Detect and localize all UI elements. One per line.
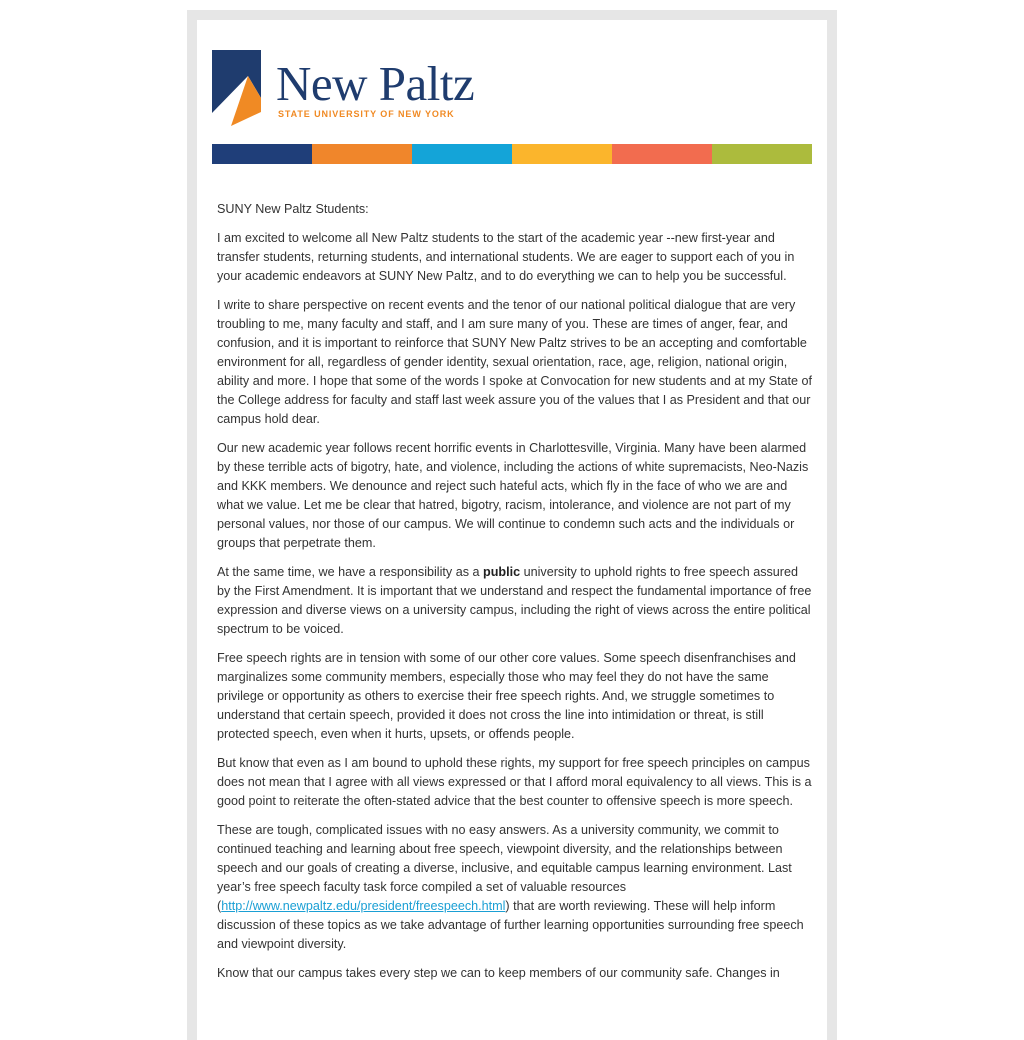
letter-paragraph: Our new academic year follows recent horrific events in Charlottesville, Virginia. Many have been alarmed by these terrible acts of bigotry, hate, and violence, including the actions of white supremacists, Neo-Nazis and KKK members. We denounce and reject such hateful acts, which fly in the face of who we are and what we value. Let me be clear that hatred, bigotry, racism, intolerance, and violence are not part of my personal values, nor those of our campus. We will continue to condemn such acts and the individuals or groups that perpetrate them. [217, 441, 809, 550]
letter-paragraph [217, 821, 813, 954]
paragraph-text: university to uphold rights to free speech assured by the First Amendment. It is important that we understand and respect the fundamental importance of free expression and diverse views on a university campus, including the right of views across the entire political spectrum to be voiced. [217, 565, 812, 636]
logo-wordmark: New Paltz [276, 56, 475, 111]
color-stripe [212, 144, 312, 164]
letter-paragraph [217, 563, 813, 639]
paragraph-text: At the same time, we have a responsibility as a [217, 565, 483, 579]
letter-paragraph: I am excited to welcome all New Paltz students to the start of the academic year --new first-year and transfer students, returning students, and international students. We are eager to support each of you in your academic endeavors at SUNY New Paltz, and to do everything we can to help you be successful. [217, 231, 795, 283]
paragraph-text: These are tough, complicated issues with no easy answers. As a university community, we commit to continued teaching and learning about free speech, viewpoint diversity, and the relationships between speech and our goals of creating a diverse, inclusive, and equitable campus learning environment. Last year’s free speech faculty task force compiled a set of valuable resources ( [217, 823, 792, 913]
color-stripe [512, 144, 612, 164]
color-stripe [412, 144, 512, 164]
color-stripe [612, 144, 712, 164]
bold-emphasis: public [483, 565, 521, 579]
color-stripe-bar [212, 144, 812, 164]
freespeech-resources-link[interactable]: http://www.newpaltz.edu/president/freespeech.html [221, 899, 506, 913]
letter-paragraph: Know that our campus takes every step we can to keep members of our community safe. Changes in [217, 966, 780, 980]
letter-content [217, 200, 813, 993]
letter-greeting: SUNY New Paltz Students: [217, 202, 369, 216]
new-paltz-logo [212, 50, 502, 130]
new-paltz-mark-icon [212, 50, 264, 128]
letter-paragraph: I write to share perspective on recent events and the tenor of our national political dialogue that are very troubling to me, many faculty and staff, and I am sure many of you. These are times of anger, fear, and confusion, and it is important to reinforce that SUNY New Paltz strives to be an accepting and comfortable environment for all, regardless of gender identity, sexual orientation, race, age, religion, national origin, ability and more. I hope that some of the words I spoke at Convocation for new students and at my State of the College address for faculty and staff last week assure you of the values that I as President and that our campus hold dear. [217, 298, 813, 426]
letter-paragraph: But know that even as I am bound to uphold these rights, my support for free speech principles on campus does not mean that I agree with all views expressed or that I afford moral equivalency to all views. This is a good point to reiterate the often-stated advice that the best counter to offensive speech is more speech. [217, 756, 812, 808]
paragraph-text: ) that are worth reviewing. These will help inform discussion of these topics as we take advantage of further learning opportunities surrounding free speech and viewpoint diversity. [217, 899, 804, 951]
color-stripe [712, 144, 812, 164]
logo-tagline: STATE UNIVERSITY OF NEW YORK [278, 109, 455, 119]
letter-paragraph: Free speech rights are in tension with some of our other core values. Some speech disenfranchises and marginalizes some community members, especially those who may feel they do not have the same privilege or opportunity as others to exercise their free speech rights. And, we struggle sometimes to understand that certain speech, provided it does not cross the line into intimidation or threat, is still protected speech, even when it hurts, upsets, or offends people. [217, 651, 796, 741]
color-stripe [312, 144, 412, 164]
